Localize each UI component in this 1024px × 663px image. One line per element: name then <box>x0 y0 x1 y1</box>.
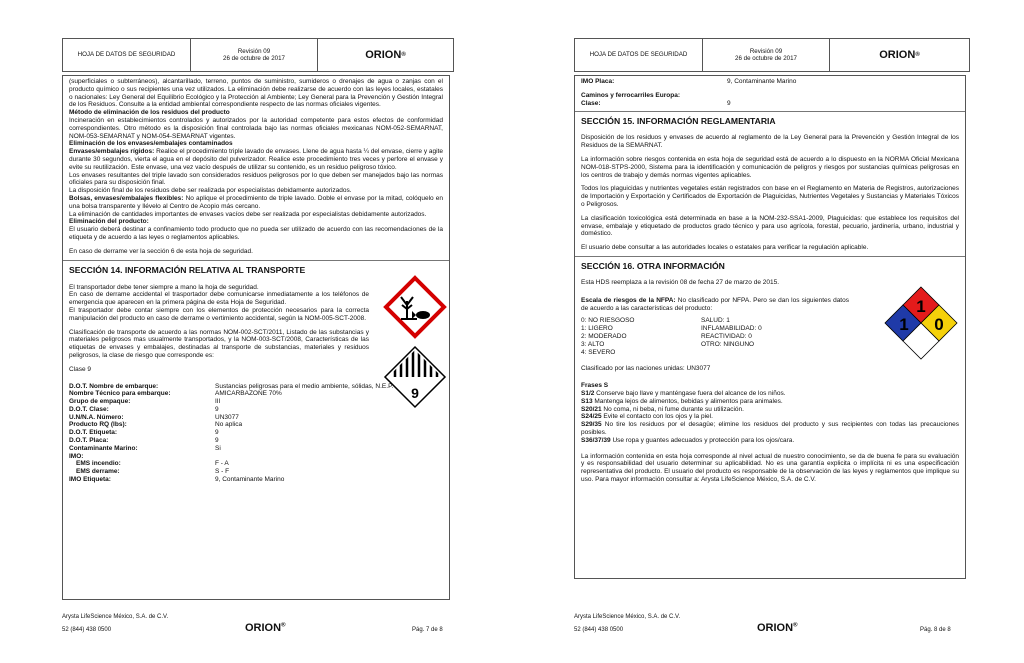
paragraph: Bolsas, envases/embalajes flexibles: No aplique el procedimiento de triple lavado. Doble el envase por la mitad, colóquelo en una bolsa transparente y llévelo al Centro de Acopio más cercano. <box>69 194 443 210</box>
paragraph: La información sobre riesgos contenida en esta hoja de seguridad está de acuerdo a lo dispuesto en la NORMA Oficial Mexicana NOM-018-STPS-2000, Sistema para la identificación y comunicación de peligros y riesgos por sustancias químicas peligrosas en los centros de trabajo y demás normas vigentes aplicables. <box>581 155 959 179</box>
nfpa-scale <box>581 317 849 356</box>
section-15-title: SECCIÓN 15. INFORMACIÓN REGLAMENTARIA <box>581 116 776 127</box>
class-9-icon <box>383 345 447 409</box>
paragraph: En caso de derrame ver la sección 6 de esta hoja de seguridad. <box>69 247 253 255</box>
subheading: Eliminación del producto: <box>69 218 149 226</box>
scale-item: 2: MODERADO <box>581 332 627 340</box>
transport-row: IMO: <box>69 452 84 460</box>
revision: Revisión 09 <box>749 47 783 55</box>
paragraph: El trasportador debe contar siempre con los elementos de protección necesarios para la correcta manipulación del producto en caso de derrame o vertimiento accidental, según la NOM-005-SCT-2008. <box>69 306 369 322</box>
paragraph: La disposición final de los residuos debe ser realizada por especialistas debidamente autorizados. <box>69 187 352 195</box>
rating-item: OTRO: NINGUNO <box>701 340 755 348</box>
divider <box>575 111 965 112</box>
footer-phone: 52 (844) 438 0500 <box>62 627 112 633</box>
footer-brand: ORION® <box>757 622 798 634</box>
frase-item: S13 Mantenga lejos de alimentos, bebidas y alimentos para animales. <box>581 397 783 405</box>
footer-company: Arysta LifeScience México, S.A. de C.V. <box>574 614 681 620</box>
paragraph: Disposición de los residuos y envases de acuerdo al reglamento de la Ley General para la Prevención y Gestión Integral de los Residuos de la SEMARNAT. <box>581 134 959 150</box>
frase-item: S29/35 No tire los residuos por el desagüe; elimine los residuos del producto y sus recipientes con todas las precauciones posibles. <box>581 421 959 436</box>
transport-row: Contaminante Marino: Si <box>69 444 221 452</box>
transport-row: U.N/N.A. Número: UN3077 <box>69 413 239 421</box>
imo-placa-row: IMO Placa: 9, Contaminante Marino <box>581 78 797 85</box>
paragraph: Esta HDS reemplaza a la revisión 08 de fecha 27 de marzo de 2015. <box>581 278 780 286</box>
transport-row: D.O.T. Nombre de embarque: Sustancias peligrosas para el medio ambiente, sólidas, N.E.P. <box>69 382 394 390</box>
paragraph: El transportador debe tener siempre a mano la hoja de seguridad. <box>69 283 259 291</box>
transport-row: Grupo de empaque: III <box>69 398 221 406</box>
footer-brand: ORION® <box>245 622 286 634</box>
scale-item: 4: SEVERO <box>581 348 616 356</box>
divider <box>575 256 965 257</box>
divider <box>63 260 449 261</box>
frases-title: Frases S <box>581 382 609 390</box>
paragraph: (superficiales o subterráneos), alcantarillado, terreno, puntos de suministro, sumideros o drenajes de agua o zanjas con el producto químico o sus recipientes una vez utilizados. La eliminación debe realizarse de acuerdo con las leyes locales, estatales o nacionales: Ley General del Equilibrio Ecológico y la Protección al Ambiente; Ley General para la Prevención y Gestión Integral de los Residuos. Consulte a la entidad ambiental correspondiente respecto de las normas oficiales vigentes. <box>69 78 443 109</box>
transport-row: Nombre Técnico para embarque: AMICARBAZONE 70% <box>69 390 282 398</box>
page-body <box>574 75 966 579</box>
caminos-row: Caminos y ferrocarriles Europa: <box>581 91 680 99</box>
frases-list <box>575 390 965 445</box>
subheading: Eliminación de los envases/embalajes contaminados <box>69 140 233 148</box>
transport-row: D.O.T. Etiqueta: 9 <box>69 429 219 437</box>
nfpa-flammability: 1 <box>916 296 926 316</box>
page-body <box>62 75 450 600</box>
footer-company: Arysta LifeScience México, S.A. de C.V. <box>62 614 169 620</box>
paragraph: El usuario debe consultar a las autoridades locales o estatales para verificar la regulación aplicable. <box>581 244 869 252</box>
frase-item: S24/25 Evite el contacto con los ojos y la piel. <box>581 413 713 421</box>
scale-item: 3: ALTO <box>581 340 605 348</box>
frase-item: S1/2 Conserve bajo llave y manténgase fuera del alcance de los niños. <box>581 389 786 397</box>
revision: Revisión 09 <box>237 47 271 55</box>
paragraph: Los envases resultantes del triple lavado son considerados residuos peligrosos por lo que deben ser manejados bajo las normas oficiales para su disposición final. <box>69 171 443 187</box>
transport-row: D.O.T. Placa: 9 <box>69 437 219 445</box>
transport-row: EMS incendio: F - A <box>76 460 229 468</box>
page-number: Pág. 7 de 8 <box>412 627 443 633</box>
clase-row: Clase: 9 <box>581 99 731 107</box>
scale-item: 0: NO RIESGOSO <box>581 317 635 325</box>
section-16-title: SECCIÓN 16. OTRA INFORMACIÓN <box>581 260 725 271</box>
paragraph: Incineración en establecimientos controlados y autorizados por la autoridad competente para estos efectos de conformidad correspondientes. Otro método es la disposición final controlada bajo las normas oficiales mexicanas NOM-052-SEMARNAT, NOM-053-SEMARNAT y NOM-054-SEMARNAT vigentes. <box>69 116 443 140</box>
paragraph: Clasificación de transporte de acuerdo a las normas NOM-002-SCT/2011, Listado de las substancias y materiales peligrosos mas usualmente transportados, y la NOM-003-SCT/2008, Características de las etiquetas de envases y embalajes, destinadas al transporte de substancias, materiales y residuos peligrosos, la clase de riesgo que corresponde es: <box>69 328 369 359</box>
revision-date: 26 de octubre de 2017 <box>223 55 285 62</box>
paragraph: Envases/embalajes rígidos: Realice el procedimiento triple lavado de envases. Llene de agua hasta ¼ del envase, cierre y agite durante 30 segundos, vierta el agua en el depósito del pulverizador. Realice este procedimiento tres veces y perfore el envase y evite su reutilización. Este envase, una vez vacío después de utilizar su contenido, es un residuo peligroso tóxico. <box>69 148 443 171</box>
doc-title: HOJA DE DATOS DE SEGURIDAD <box>575 39 703 71</box>
scale-list <box>581 317 701 356</box>
frase-item: S20/21 No coma, ni beba, ni fume durante su utilización. <box>581 405 744 413</box>
footer-phone: 52 (844) 438 0500 <box>574 627 624 633</box>
nfpa-reactivity: 0 <box>934 314 944 334</box>
page-number: Pág. 8 de 8 <box>920 627 951 633</box>
paragraph: El usuario deberá destinar a confinamiento todo producto que no pueda ser utilizado de acuerdo con las recomendaciones de la etiqueta y de acuerdo a las leyes o reglamentos aplicables. <box>69 226 443 241</box>
nfpa-health: 1 <box>899 314 909 334</box>
rating-item: INFLAMABILIDAD: 0 <box>701 325 762 333</box>
paragraph: La eliminación de cantidades importantes de envases vacíos debe ser realizada por especialistas debidamente autorizados. <box>69 210 427 218</box>
page-header <box>574 38 970 72</box>
rating-list <box>701 317 762 356</box>
paragraph: La clasificación toxicológica está determinada en base a la NOM-232-SSA1-2009, Plaguicidas: que establece los requisitos del envase, embalaje y etiquetado de productos grado técnico y para uso agrícola, forestal, pecuario, jardinería, urbano, industrial y doméstico. <box>581 214 959 238</box>
revision-info <box>703 39 830 71</box>
nfpa-paragraph: Escala de riesgos de la NFPA: No clasificado por NFPA. Pero se dan los siguientes datos de acuerdo a las características del producto: <box>581 296 849 312</box>
rating-item: SALUD: 1 <box>701 317 730 325</box>
paragraph: En caso de derrame accidental el trasportador debe comunicarse inmediatamente a los teléfonos de emergencia que aparecen en la primera página de esta Hoja de Seguridad. <box>69 291 369 307</box>
transport-row: D.O.T. Clase: 9 <box>69 405 219 413</box>
closing-paragraph: La información contenida en esta hoja corresponde al nivel actual de nuestro conocimiento, se da de buena fe para su evaluación y es responsabilidad del usuario determinar su aplicabilidad. No es una garantía explicita o implícita ni es una especificación representativa del producto. El usuario del producto es responsable de la observación de las leyes y reglamentos que implique su uso. Para mayor información consultar a: Arysta LifeScience México, S.A. de C.V. <box>581 452 959 483</box>
brand-title: ORION ® <box>365 49 406 61</box>
svg-text:9: 9 <box>411 384 419 401</box>
revision-info <box>191 39 318 71</box>
transport-row: EMS derrame: S - F <box>76 468 230 476</box>
page-8 <box>512 0 1024 663</box>
scale-item: 1: LIGERO <box>581 325 613 333</box>
nfpa-diamond-icon <box>883 285 959 361</box>
environment-hazard-icon <box>383 275 447 339</box>
section-14-title: SECCIÓN 14. INFORMACIÓN RELATIVA AL TRANSPORTE <box>69 264 306 275</box>
un-class: Clasificado por las naciones unidas: UN3077 <box>581 365 711 373</box>
subheading: Método de eliminación de los residuos del producto <box>69 109 230 117</box>
brand-title: ORION ® <box>879 49 920 61</box>
transport-row: Producto RQ (lbs): No aplica <box>69 421 243 429</box>
paragraph: Clase 9 <box>69 365 92 373</box>
rating-item: REACTIVIDAD: 0 <box>701 332 752 340</box>
frase-item: S36/37/39 Use ropa y guantes adecuados y protección para los ojos/cara. <box>581 436 795 444</box>
transport-row: IMO Etiqueta: 9, Contaminante Marino <box>69 476 285 484</box>
page-header <box>62 38 454 72</box>
paragraph: Todos los plaguicidas y nutrientes vegetales están registrados con base en el Reglamento en Materia de Registros, autorizaciones de Importación y Exportación y Certificados de Exportación de Plaguicidas, Nutrientes Vegetales y Sustancias y Materiales Tóxicos o Peligrosos. <box>581 185 959 208</box>
doc-title: HOJA DE DATOS DE SEGURIDAD <box>63 39 191 71</box>
revision-date: 26 de octubre de 2017 <box>735 55 797 62</box>
